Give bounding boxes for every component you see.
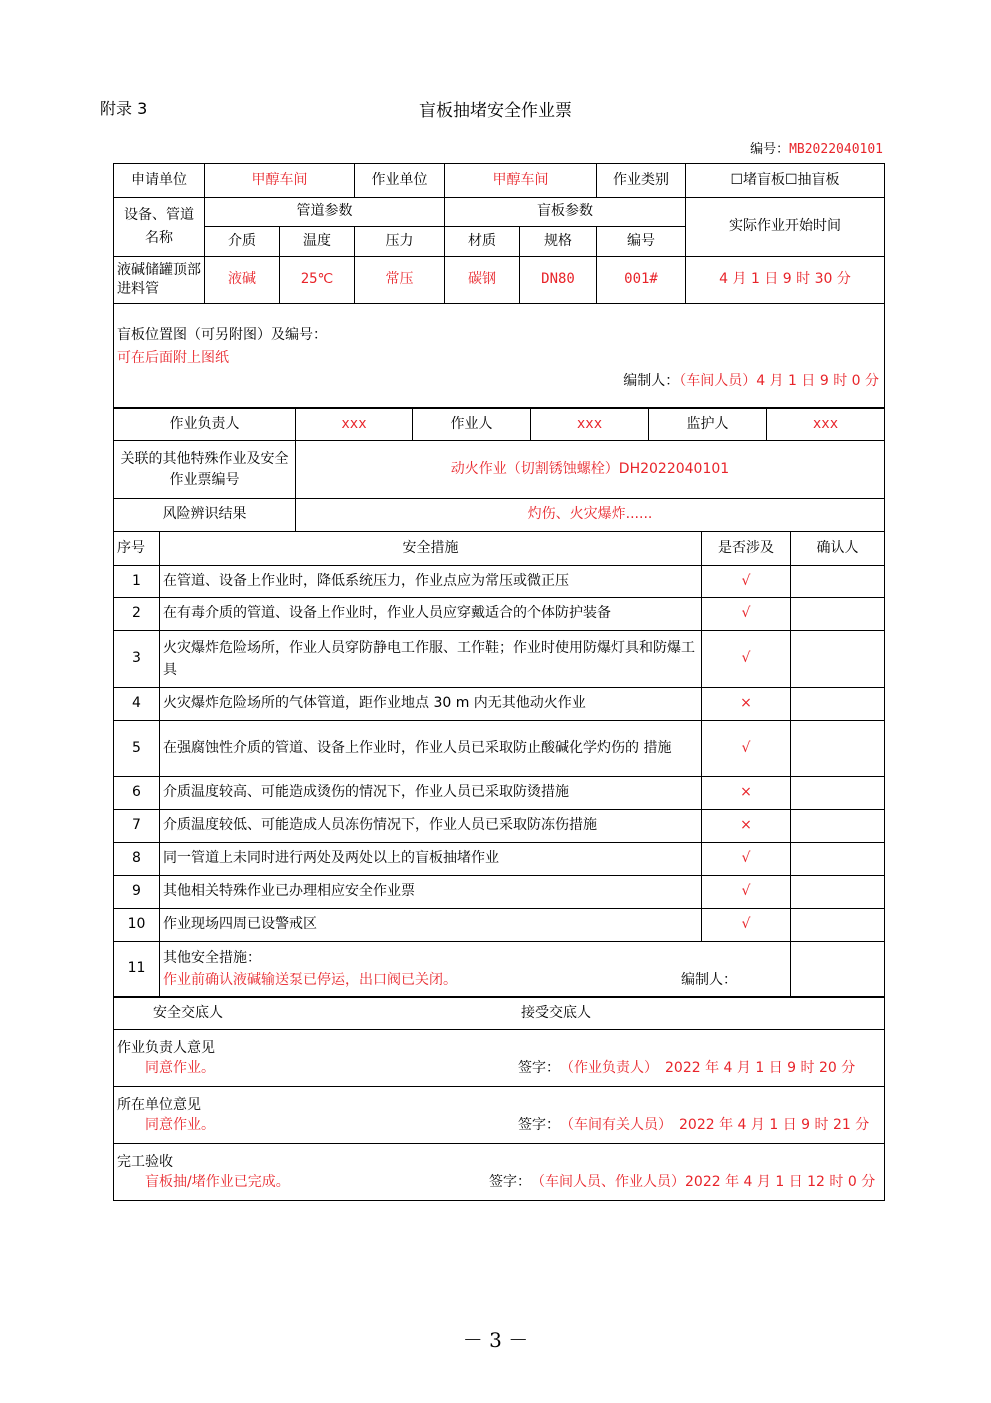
- serial-number: [750, 138, 883, 157]
- equipment-name: 液碱储罐顶部进料管: [114, 257, 205, 304]
- leader-opinion-cell: [114, 1030, 885, 1087]
- finish-cell: [114, 1144, 885, 1201]
- col-pressure: 压力: [355, 227, 445, 257]
- ticket-info-table: [113, 163, 885, 408]
- involved-mark: √: [702, 566, 791, 598]
- worker-label: 作业人: [413, 409, 531, 441]
- confirmer-cell: [791, 631, 885, 688]
- measure-no: 5: [114, 721, 160, 777]
- measure-text: 介质温度较低、可能造成人员冻伤情况下，作业人员已采取防冻伤措施: [160, 810, 702, 843]
- measure-no: 3: [114, 631, 160, 688]
- measure-no: 6: [114, 777, 160, 810]
- confirmer-cell: [791, 876, 885, 909]
- measure-no: 10: [114, 909, 160, 942]
- measure-text: 火灾爆炸危险场所的气体管道，距作业地点 30 m 内无其他动火作业: [160, 688, 702, 721]
- finish-label: 完工验收: [117, 1153, 173, 1170]
- risk-value: 灼伤、火灾爆炸......: [296, 499, 885, 532]
- finish-sign-value: （车间人员、作业人员）2022 年 4 月 1 日 12 时 0 分: [531, 1174, 876, 1190]
- apply-unit-value: 甲醇车间: [205, 164, 355, 198]
- col-temperature: 温度: [280, 227, 355, 257]
- involved-mark: ×: [702, 688, 791, 721]
- confirmer-cell: [791, 810, 885, 843]
- measure-no: 8: [114, 843, 160, 876]
- unit-opinion-value: 同意作业。: [145, 1117, 215, 1133]
- measure-text: 火灾爆炸危险场所，作业人员穿防静电工作服、工作鞋；作业时使用防爆灯具和防爆工具: [160, 631, 702, 688]
- measure-text: 介质温度较高、可能造成烫伤的情况下，作业人员已采取防烫措施: [160, 777, 702, 810]
- measure-no: 1: [114, 566, 160, 598]
- leader-label: 作业负责人: [114, 409, 296, 441]
- measure-text: 在有毒介质的管道、设备上作业时，作业人员应穿戴适合的个体防护装备: [160, 598, 702, 631]
- measures-table: [113, 531, 885, 997]
- handover-giver: 安全交底人: [153, 1004, 223, 1021]
- serial-label: 编号：: [750, 142, 790, 157]
- unit-sign-label: 签字：: [518, 1117, 560, 1133]
- col-number: 编号: [597, 227, 686, 257]
- equipment-label: [114, 198, 205, 257]
- finish-line: [117, 1172, 881, 1192]
- involved-mark: √: [702, 909, 791, 942]
- handover-row: [114, 998, 885, 1030]
- diagram-editor: [117, 370, 881, 393]
- measure-text: 在管道、设备上作业时，降低系统压力，作业点应为常压或微正压: [160, 566, 702, 598]
- finish-sign-label: 签字：: [489, 1174, 531, 1190]
- related-label: 关联的其他特殊作业及安全作业票编号: [114, 441, 296, 499]
- measure-no: 7: [114, 810, 160, 843]
- unit-opinion-line: [117, 1115, 881, 1135]
- leader-opinion-line: [117, 1058, 881, 1078]
- leader-sign-value: （作业负责人） 2022 年 4 月 1 日 9 时 20 分: [560, 1060, 856, 1076]
- pipe-params-header: 管道参数: [205, 198, 445, 227]
- col-material: 材质: [445, 227, 520, 257]
- serial-value: MB2022040101: [789, 142, 883, 157]
- unit-opinion-label: 所在单位意见: [117, 1096, 201, 1113]
- table-row: [114, 688, 885, 721]
- measure-no: 11: [114, 942, 160, 997]
- measure-no: 2: [114, 598, 160, 631]
- col-spec: 规格: [520, 227, 597, 257]
- measure-text: 作业现场四周已设警戒区: [160, 909, 702, 942]
- confirmer-cell: [791, 566, 885, 598]
- diagram-note: 可在后面附上图纸: [117, 350, 229, 367]
- header-measure: 安全措施: [160, 532, 702, 566]
- table-row: [114, 598, 885, 631]
- table-row: [114, 721, 885, 777]
- work-type-label: 作业类别: [597, 164, 686, 198]
- diagram-editor-value: （车间人员）4 月 1 日 9 时 0 分: [679, 373, 879, 390]
- page-number: － 3 －: [462, 1328, 529, 1352]
- other-measures-editor: 编制人：: [681, 972, 737, 988]
- appendix-label: 附录 3: [100, 99, 148, 118]
- table-row: [114, 942, 885, 997]
- table-row: [114, 631, 885, 688]
- confirmer-cell: [791, 777, 885, 810]
- work-unit-value: 甲醇车间: [445, 164, 597, 198]
- involved-mark: ×: [702, 810, 791, 843]
- leader-sign-label: 签字：: [518, 1060, 560, 1076]
- other-measures-value: 作业前确认液碱输送泵已停运，出口阀已关闭。: [163, 972, 457, 988]
- diagram-cell: [114, 304, 885, 408]
- spec-value: DN80: [520, 257, 597, 304]
- confirmer-cell: [791, 942, 885, 997]
- other-measures-line: [163, 969, 787, 991]
- diagram-editor-label: 编制人：: [623, 373, 680, 390]
- start-time-value: 4 月 1 日 9 时 30 分: [686, 257, 885, 304]
- unit-opinion-cell: [114, 1087, 885, 1144]
- unit-sign-value: （车间有关人员） 2022 年 4 月 1 日 9 时 21 分: [560, 1117, 870, 1133]
- confirmer-cell: [791, 843, 885, 876]
- confirmer-cell: [791, 909, 885, 942]
- leader-value: xxx: [296, 409, 413, 441]
- medium-value: 液碱: [205, 257, 280, 304]
- header-confirmer: 确认人: [791, 532, 885, 566]
- measure-no: 9: [114, 876, 160, 909]
- involved-mark: √: [702, 631, 791, 688]
- involved-mark: √: [702, 843, 791, 876]
- approval-table: [113, 997, 885, 1201]
- measure-no: 4: [114, 688, 160, 721]
- table-row: [114, 876, 885, 909]
- diagram-label: 盲板位置图（可另附图）及编号：: [117, 327, 327, 343]
- blind-params-header: 盲板参数: [445, 198, 686, 227]
- measure-text: 在强腐蚀性介质的管道、设备上作业时，作业人员已采取防止酸碱化学灼伤的 措施: [160, 721, 702, 777]
- table-row: [114, 566, 885, 598]
- personnel-table: [113, 408, 885, 532]
- guardian-value: xxx: [767, 409, 885, 441]
- confirmer-cell: [791, 721, 885, 777]
- confirmer-cell: [791, 598, 885, 631]
- guardian-label: 监护人: [649, 409, 767, 441]
- work-unit-label: 作业单位: [355, 164, 445, 198]
- document-title: 盲板抽堵安全作业票: [419, 101, 572, 121]
- leader-opinion-value: 同意作业。: [145, 1060, 215, 1076]
- work-type-options: ☐堵盲板☐抽盲板: [686, 164, 885, 198]
- handover-receiver: 接受交底人: [521, 1004, 591, 1021]
- equipment-label-line1: 设备、管道: [124, 206, 194, 223]
- table-row: [114, 810, 885, 843]
- involved-mark: √: [702, 876, 791, 909]
- measure-text: 同一管道上未同时进行两处及两处以上的盲板抽堵作业: [160, 843, 702, 876]
- table-row: [114, 909, 885, 942]
- temperature-value: 25℃: [280, 257, 355, 304]
- leader-opinion-label: 作业负责人意见: [117, 1039, 215, 1056]
- involved-mark: √: [702, 721, 791, 777]
- apply-unit-label: 申请单位: [114, 164, 205, 198]
- risk-label: 风险辨识结果: [114, 499, 296, 532]
- start-time-label: 实际作业开始时间: [686, 198, 885, 257]
- related-value: 动火作业（切割锈蚀螺栓）DH2022040101: [296, 441, 885, 499]
- involved-mark: √: [702, 598, 791, 631]
- measure-text: 其他相关特殊作业已办理相应安全作业票: [160, 876, 702, 909]
- finish-value: 盲板抽/堵作业已完成。: [145, 1174, 290, 1190]
- equipment-label-line2: 名称: [145, 230, 173, 246]
- table-row: [114, 777, 885, 810]
- table-row: [114, 843, 885, 876]
- pressure-value: 常压: [355, 257, 445, 304]
- other-measures-cell: [160, 942, 791, 997]
- involved-mark: ×: [702, 777, 791, 810]
- col-medium: 介质: [205, 227, 280, 257]
- other-measures-label: 其他安全措施：: [163, 949, 261, 966]
- header-involved: 是否涉及: [702, 532, 791, 566]
- worker-value: xxx: [531, 409, 649, 441]
- confirmer-cell: [791, 688, 885, 721]
- header-no: 序号: [114, 532, 160, 566]
- number-value: 001#: [597, 257, 686, 304]
- material-value: 碳钢: [445, 257, 520, 304]
